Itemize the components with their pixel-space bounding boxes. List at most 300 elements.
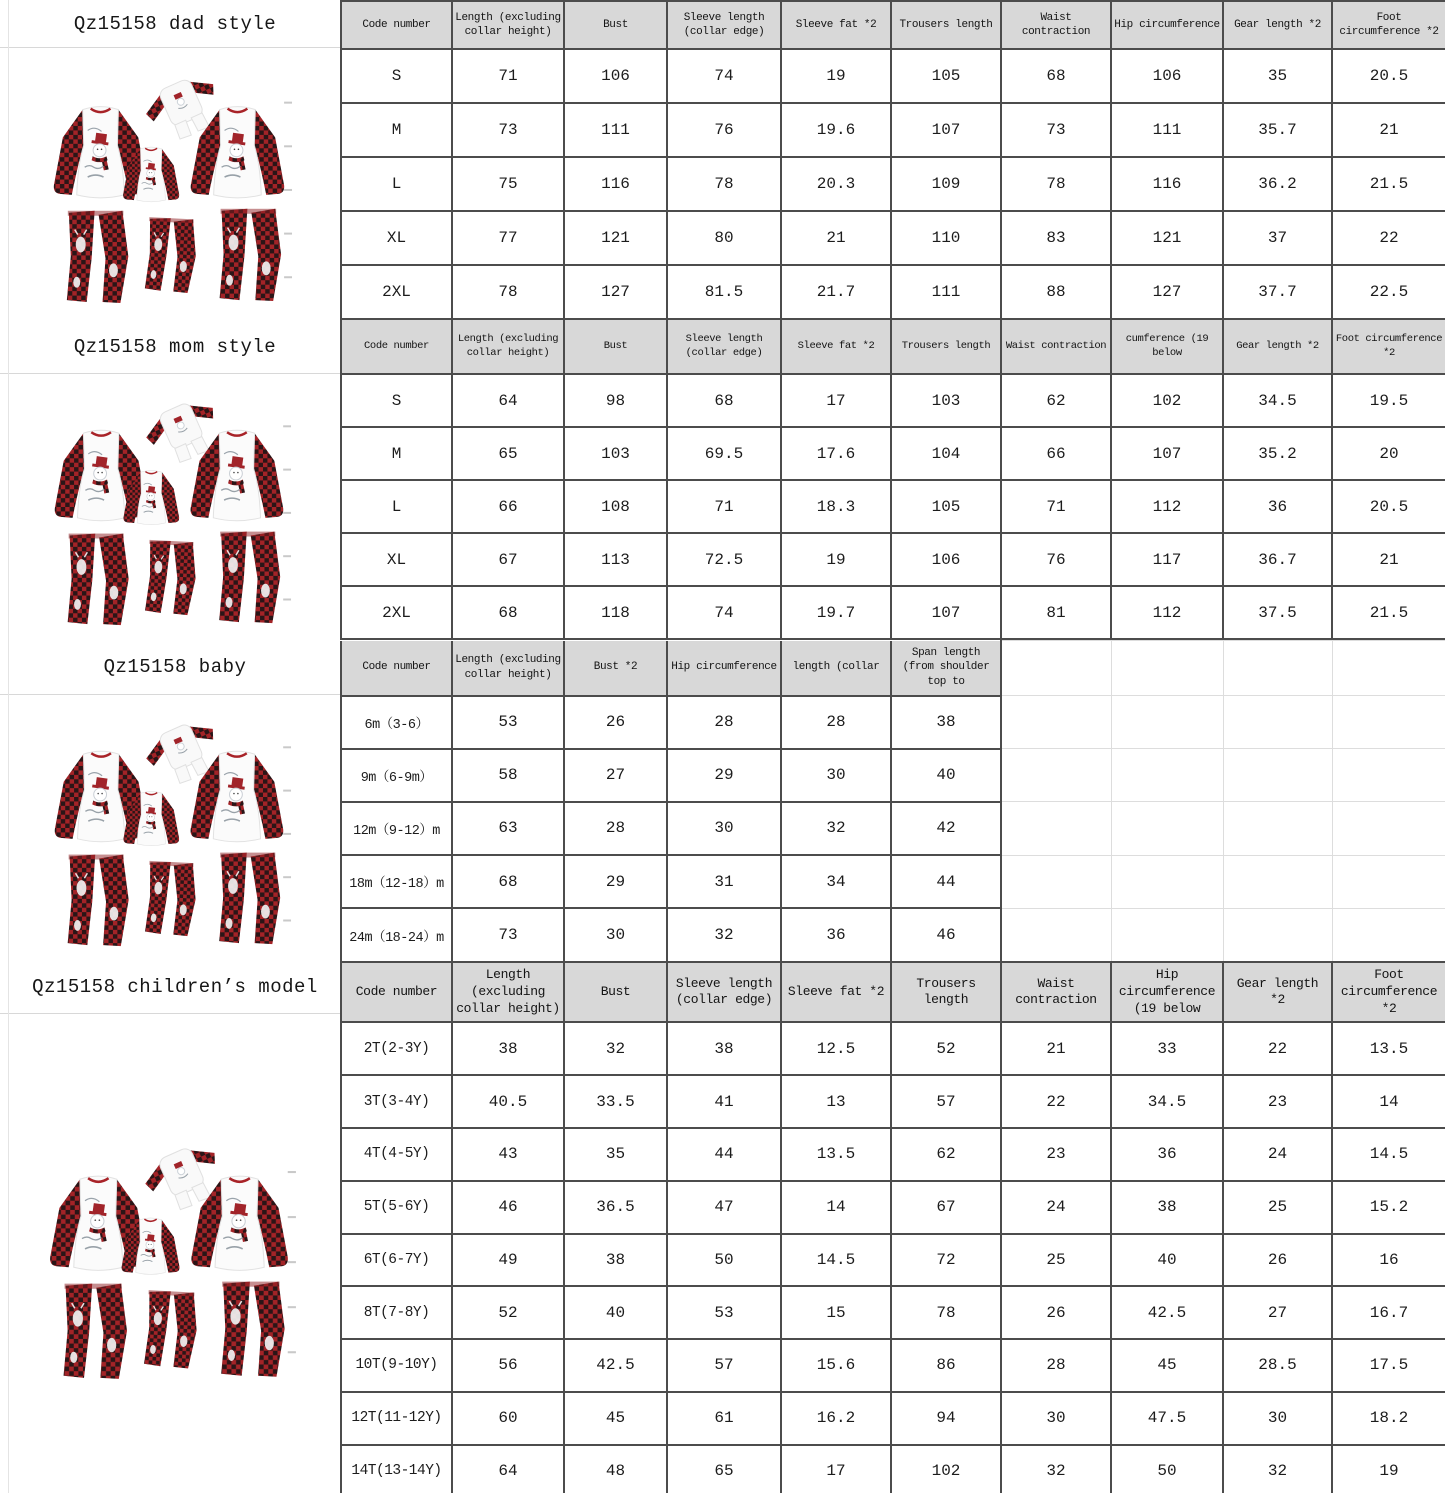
measurement-cell: 78 (891, 1286, 1001, 1339)
table-row (341, 374, 1445, 427)
measurement-cell: 24 (1001, 1181, 1111, 1234)
measurement-cell: 29 (564, 855, 667, 908)
measurement-cell: 33 (1111, 1022, 1223, 1075)
measurement-cell: 64 (452, 1445, 564, 1493)
measurement-cell: 25 (1001, 1234, 1111, 1287)
column-header: Trousers length (891, 962, 1001, 1022)
measurement-cell: 30 (564, 908, 667, 961)
size-table-dad-style (340, 0, 1445, 320)
measurement-cell: 19.7 (781, 586, 891, 639)
measurement-cell: 36 (1223, 480, 1332, 533)
column-header: Hip circumference (667, 641, 781, 696)
measurement-cell: 105 (891, 49, 1001, 103)
measurement-cell: 28 (1001, 1339, 1111, 1392)
measurement-cell: 107 (891, 586, 1001, 639)
size-table-slot-dad (340, 0, 1445, 320)
measurement-cell: 102 (1111, 374, 1223, 427)
empty-grid-cell (1332, 908, 1445, 961)
measurement-cell: 40 (564, 1286, 667, 1339)
measurement-cell: 42.5 (564, 1339, 667, 1392)
measurement-cell: 41 (667, 1075, 781, 1128)
empty-grid-cell (1001, 749, 1111, 802)
empty-grid-cell (1001, 855, 1111, 908)
size-code-cell: 2XL (341, 586, 452, 639)
measurement-cell: 37.5 (1223, 586, 1332, 639)
measurement-cell: 28 (667, 696, 781, 749)
size-table-slot-mom (340, 320, 1445, 640)
measurement-cell: 71 (667, 480, 781, 533)
size-code-cell: 12T(11-12Y) (341, 1392, 452, 1445)
measurement-cell: 32 (781, 802, 891, 855)
measurement-cell: 127 (564, 265, 667, 319)
table-row (341, 802, 1445, 855)
column-header: Sleeve fat *2 (781, 1, 891, 49)
empty-grid-cell (1001, 641, 1111, 696)
measurement-cell: 68 (667, 374, 781, 427)
measurement-cell: 21 (1332, 533, 1445, 586)
column-header: Hip circumference (19 below (1111, 962, 1223, 1022)
measurement-cell: 88 (1001, 265, 1111, 319)
size-code-cell: L (341, 157, 452, 211)
measurement-cell: 68 (452, 586, 564, 639)
column-header: Sleeve fat *2 (781, 320, 891, 374)
size-table-slot-baby (340, 640, 1445, 961)
size-table-children (340, 961, 1445, 1493)
measurement-cell: 38 (564, 1234, 667, 1287)
table-row (341, 1181, 1445, 1234)
size-code-cell: S (341, 374, 452, 427)
column-header: Foot circumference *2 (1332, 962, 1445, 1022)
measurement-cell: 22 (1223, 1022, 1332, 1075)
measurement-cell: 76 (667, 103, 781, 157)
column-header: Span length (from shoulder top to (891, 641, 1001, 696)
column-header: Waist contraction (1001, 320, 1111, 374)
measurement-cell: 36.2 (1223, 157, 1332, 211)
section-mom-style (0, 320, 1445, 640)
measurement-cell: 57 (667, 1339, 781, 1392)
table-row (341, 1128, 1445, 1181)
measurement-cell: 50 (1111, 1445, 1223, 1493)
measurement-cell: 12.5 (781, 1022, 891, 1075)
size-code-cell: S (341, 49, 452, 103)
measurement-cell: 34.5 (1111, 1075, 1223, 1128)
size-table-baby (340, 640, 1445, 961)
measurement-cell: 45 (564, 1392, 667, 1445)
measurement-cell: 48 (564, 1445, 667, 1493)
measurement-cell: 21 (1332, 103, 1445, 157)
measurement-cell: 31 (667, 855, 781, 908)
measurement-cell: 57 (891, 1075, 1001, 1128)
measurement-cell: 20.3 (781, 157, 891, 211)
measurement-cell: 24 (1223, 1128, 1332, 1181)
column-header: Code number (341, 962, 452, 1022)
empty-grid-cell (1111, 641, 1223, 696)
measurement-cell: 30 (667, 802, 781, 855)
measurement-cell: 67 (452, 533, 564, 586)
measurement-cell: 17.6 (781, 427, 891, 480)
section-title-dad: Qz15158 dad style (0, 0, 340, 48)
size-code-cell: XL (341, 533, 452, 586)
measurement-cell: 109 (891, 157, 1001, 211)
column-header: Length (excluding collar height) (452, 641, 564, 696)
measurement-cell: 112 (1111, 480, 1223, 533)
measurement-cell: 32 (1223, 1445, 1332, 1493)
size-code-cell: 6m（3-6） (341, 696, 452, 749)
measurement-cell: 78 (452, 265, 564, 319)
measurement-cell: 111 (891, 265, 1001, 319)
measurement-cell: 105 (891, 480, 1001, 533)
measurement-cell: 35.2 (1223, 427, 1332, 480)
size-code-cell: XL (341, 211, 452, 265)
left-panel-dad (0, 0, 340, 320)
measurement-cell: 116 (1111, 157, 1223, 211)
measurement-cell: 14.5 (1332, 1128, 1445, 1181)
table-row (341, 265, 1445, 319)
measurement-cell: 27 (564, 749, 667, 802)
measurement-cell: 38 (452, 1022, 564, 1075)
measurement-cell: 81.5 (667, 265, 781, 319)
empty-grid-cell (1223, 641, 1332, 696)
measurement-cell: 15.2 (1332, 1181, 1445, 1234)
measurement-cell: 110 (891, 211, 1001, 265)
section-baby (0, 640, 1445, 961)
measurement-cell: 42.5 (1111, 1286, 1223, 1339)
measurement-cell: 33.5 (564, 1075, 667, 1128)
size-code-cell: M (341, 427, 452, 480)
column-header: Sleeve fat *2 (781, 962, 891, 1022)
column-header: Code number (341, 641, 452, 696)
pajama-set-image (41, 1128, 299, 1384)
section-title-children: Qz15158 children’s model (0, 961, 340, 1014)
measurement-cell: 102 (891, 1445, 1001, 1493)
table-row (341, 855, 1445, 908)
measurement-cell: 36 (1111, 1128, 1223, 1181)
empty-grid-cell (1111, 908, 1223, 961)
measurement-cell: 68 (452, 855, 564, 908)
measurement-cell: 61 (667, 1392, 781, 1445)
column-header: Length (excluding collar height) (452, 962, 564, 1022)
size-table-mom-style (340, 320, 1445, 640)
measurement-cell: 80 (667, 211, 781, 265)
measurement-cell: 117 (1111, 533, 1223, 586)
table-row (341, 1286, 1445, 1339)
measurement-cell: 113 (564, 533, 667, 586)
left-panel-children (0, 961, 340, 1493)
column-header: Length (excluding collar height) (452, 1, 564, 49)
size-code-cell: 24m（18-24）m (341, 908, 452, 961)
measurement-cell: 62 (1001, 374, 1111, 427)
column-header: Code number (341, 320, 452, 374)
measurement-cell: 69.5 (667, 427, 781, 480)
measurement-cell: 28 (564, 802, 667, 855)
measurement-cell: 32 (564, 1022, 667, 1075)
column-header: Sleeve length (collar edge) (667, 962, 781, 1022)
measurement-cell: 16.2 (781, 1392, 891, 1445)
product-photo-baby (0, 695, 340, 961)
size-code-cell: 6T(6-7Y) (341, 1234, 452, 1287)
measurement-cell: 36.7 (1223, 533, 1332, 586)
measurement-cell: 25 (1223, 1181, 1332, 1234)
section-children (0, 961, 1445, 1493)
empty-grid-cell (1223, 855, 1332, 908)
column-header: Bust (564, 320, 667, 374)
measurement-cell: 74 (667, 49, 781, 103)
pajama-set-image (45, 60, 295, 308)
measurement-cell: 20.5 (1332, 49, 1445, 103)
table-row (341, 1445, 1445, 1493)
measurement-cell: 19 (1332, 1445, 1445, 1493)
size-code-cell: 4T(4-5Y) (341, 1128, 452, 1181)
measurement-cell: 77 (452, 211, 564, 265)
measurement-cell: 26 (564, 696, 667, 749)
measurement-cell: 18.3 (781, 480, 891, 533)
measurement-cell: 17.5 (1332, 1339, 1445, 1392)
measurement-cell: 111 (1111, 103, 1223, 157)
measurement-cell: 26 (1223, 1234, 1332, 1287)
measurement-cell: 29 (667, 749, 781, 802)
measurement-cell: 27 (1223, 1286, 1332, 1339)
measurement-cell: 78 (1001, 157, 1111, 211)
measurement-cell: 17 (781, 374, 891, 427)
measurement-cell: 21.7 (781, 265, 891, 319)
empty-grid-cell (1001, 802, 1111, 855)
measurement-cell: 104 (891, 427, 1001, 480)
measurement-cell: 56 (452, 1339, 564, 1392)
left-panel-baby (0, 640, 340, 961)
measurement-cell: 43 (452, 1128, 564, 1181)
size-code-cell: 14T(13-14Y) (341, 1445, 452, 1493)
measurement-cell: 32 (1001, 1445, 1111, 1493)
measurement-cell: 53 (452, 696, 564, 749)
measurement-cell: 72 (891, 1234, 1001, 1287)
column-header: Bust (564, 1, 667, 49)
section-title-baby: Qz15158 baby (0, 640, 340, 695)
table-row (341, 1075, 1445, 1128)
column-header: cumference (19 below (1111, 320, 1223, 374)
measurement-cell: 19.6 (781, 103, 891, 157)
left-panel-mom (0, 320, 340, 640)
measurement-cell: 71 (1001, 480, 1111, 533)
measurement-cell: 17 (781, 1445, 891, 1493)
size-code-cell: 3T(3-4Y) (341, 1075, 452, 1128)
measurement-cell: 116 (564, 157, 667, 211)
measurement-cell: 58 (452, 749, 564, 802)
measurement-cell: 106 (891, 533, 1001, 586)
measurement-cell: 34 (781, 855, 891, 908)
measurement-cell: 19 (781, 533, 891, 586)
measurement-cell: 86 (891, 1339, 1001, 1392)
measurement-cell: 60 (452, 1392, 564, 1445)
measurement-cell: 73 (452, 103, 564, 157)
measurement-cell: 15.6 (781, 1339, 891, 1392)
measurement-cell: 36 (781, 908, 891, 961)
measurement-cell: 23 (1001, 1128, 1111, 1181)
measurement-cell: 34.5 (1223, 374, 1332, 427)
measurement-cell: 19 (781, 49, 891, 103)
measurement-cell: 81 (1001, 586, 1111, 639)
column-header: Trousers length (891, 320, 1001, 374)
measurement-cell: 121 (564, 211, 667, 265)
table-row (341, 1022, 1445, 1075)
column-header: Waist contraction (1001, 962, 1111, 1022)
measurement-cell: 68 (1001, 49, 1111, 103)
size-code-cell: 5T(5-6Y) (341, 1181, 452, 1234)
measurement-cell: 65 (667, 1445, 781, 1493)
measurement-cell: 71 (452, 49, 564, 103)
size-code-cell: 12m（9-12）m (341, 802, 452, 855)
measurement-cell: 121 (1111, 211, 1223, 265)
measurement-cell: 21 (1001, 1022, 1111, 1075)
measurement-cell: 66 (452, 480, 564, 533)
column-header: Length (excluding collar height) (452, 320, 564, 374)
measurement-cell: 20 (1332, 427, 1445, 480)
measurement-cell: 62 (891, 1128, 1001, 1181)
empty-grid-cell (1111, 855, 1223, 908)
size-code-cell: 18m（12-18）m (341, 855, 452, 908)
measurement-cell: 73 (452, 908, 564, 961)
measurement-cell: 30 (781, 749, 891, 802)
measurement-cell: 35.7 (1223, 103, 1332, 157)
column-header: length (collar (781, 641, 891, 696)
table-row (341, 533, 1445, 586)
measurement-cell: 107 (891, 103, 1001, 157)
measurement-cell: 14 (781, 1181, 891, 1234)
table-row (341, 586, 1445, 639)
measurement-cell: 67 (891, 1181, 1001, 1234)
measurement-cell: 22 (1332, 211, 1445, 265)
measurement-cell: 35 (564, 1128, 667, 1181)
measurement-cell: 38 (1111, 1181, 1223, 1234)
measurement-cell: 118 (564, 586, 667, 639)
measurement-cell: 40 (1111, 1234, 1223, 1287)
measurement-cell: 46 (452, 1181, 564, 1234)
empty-grid-cell (1332, 802, 1445, 855)
measurement-cell: 75 (452, 157, 564, 211)
table-row (341, 1339, 1445, 1392)
empty-grid-cell (1111, 802, 1223, 855)
table-row (341, 1392, 1445, 1445)
size-code-cell: L (341, 480, 452, 533)
pajama-set-image (46, 384, 294, 630)
measurement-cell: 21 (781, 211, 891, 265)
column-header: Waist contraction (1001, 1, 1111, 49)
measurement-cell: 37.7 (1223, 265, 1332, 319)
table-row (341, 908, 1445, 961)
empty-grid-cell (1001, 696, 1111, 749)
measurement-cell: 14.5 (781, 1234, 891, 1287)
column-header: Bust *2 (564, 641, 667, 696)
pajama-set-image (46, 705, 294, 951)
measurement-cell: 44 (891, 855, 1001, 908)
measurement-cell: 106 (1111, 49, 1223, 103)
measurement-cell: 127 (1111, 265, 1223, 319)
measurement-cell: 32 (667, 908, 781, 961)
section-title-mom: Qz15158 mom style (0, 320, 340, 374)
measurement-cell: 14 (1332, 1075, 1445, 1128)
empty-grid-cell (1332, 855, 1445, 908)
column-header: Trousers length (891, 1, 1001, 49)
measurement-cell: 64 (452, 374, 564, 427)
size-code-cell: 9m（6-9m） (341, 749, 452, 802)
column-header: Gear length *2 (1223, 962, 1332, 1022)
empty-grid-cell (1332, 641, 1445, 696)
size-code-cell: 8T(7-8Y) (341, 1286, 452, 1339)
measurement-cell: 78 (667, 157, 781, 211)
measurement-cell: 106 (564, 49, 667, 103)
measurement-cell: 63 (452, 802, 564, 855)
measurement-cell: 30 (1223, 1392, 1332, 1445)
measurement-cell: 53 (667, 1286, 781, 1339)
empty-grid-cell (1001, 908, 1111, 961)
table-row (341, 49, 1445, 103)
empty-grid-cell (1111, 696, 1223, 749)
empty-grid-cell (1223, 696, 1332, 749)
measurement-cell: 19.5 (1332, 374, 1445, 427)
empty-grid-cell (1111, 749, 1223, 802)
measurement-cell: 103 (564, 427, 667, 480)
measurement-cell: 36.5 (564, 1181, 667, 1234)
measurement-cell: 22 (1001, 1075, 1111, 1128)
measurement-cell: 42 (891, 802, 1001, 855)
product-photo-dad (0, 48, 340, 320)
table-row (341, 157, 1445, 211)
table-row (341, 749, 1445, 802)
column-header: Foot circumference *2 (1332, 320, 1445, 374)
measurement-cell: 94 (891, 1392, 1001, 1445)
product-photo-children (0, 1014, 340, 1493)
measurement-cell: 47 (667, 1181, 781, 1234)
measurement-cell: 72.5 (667, 533, 781, 586)
measurement-cell: 26 (1001, 1286, 1111, 1339)
measurement-cell: 108 (564, 480, 667, 533)
size-code-cell: 2T(2-3Y) (341, 1022, 452, 1075)
measurement-cell: 66 (1001, 427, 1111, 480)
column-header: Code number (341, 1, 452, 49)
size-code-cell: M (341, 103, 452, 157)
column-header: Gear length *2 (1223, 1, 1332, 49)
measurement-cell: 52 (891, 1022, 1001, 1075)
measurement-cell: 44 (667, 1128, 781, 1181)
measurement-cell: 52 (452, 1286, 564, 1339)
column-header: Hip circumference (1111, 1, 1223, 49)
table-row (341, 1234, 1445, 1287)
table-row (341, 103, 1445, 157)
size-code-cell: 2XL (341, 265, 452, 319)
measurement-cell: 37 (1223, 211, 1332, 265)
empty-grid-cell (1223, 802, 1332, 855)
measurement-cell: 21.5 (1332, 157, 1445, 211)
measurement-cell: 15 (781, 1286, 891, 1339)
table-row (341, 696, 1445, 749)
measurement-cell: 47.5 (1111, 1392, 1223, 1445)
empty-grid-cell (1223, 749, 1332, 802)
measurement-cell: 40 (891, 749, 1001, 802)
table-row (341, 427, 1445, 480)
measurement-cell: 22.5 (1332, 265, 1445, 319)
column-header: Gear length *2 (1223, 320, 1332, 374)
measurement-cell: 50 (667, 1234, 781, 1287)
measurement-cell: 30 (1001, 1392, 1111, 1445)
measurement-cell: 28 (781, 696, 891, 749)
measurement-cell: 21.5 (1332, 586, 1445, 639)
measurement-cell: 13.5 (781, 1128, 891, 1181)
measurement-cell: 112 (1111, 586, 1223, 639)
measurement-cell: 98 (564, 374, 667, 427)
measurement-cell: 45 (1111, 1339, 1223, 1392)
section-dad-style (0, 0, 1445, 320)
measurement-cell: 76 (1001, 533, 1111, 586)
column-header: Sleeve length (collar edge) (667, 1, 781, 49)
